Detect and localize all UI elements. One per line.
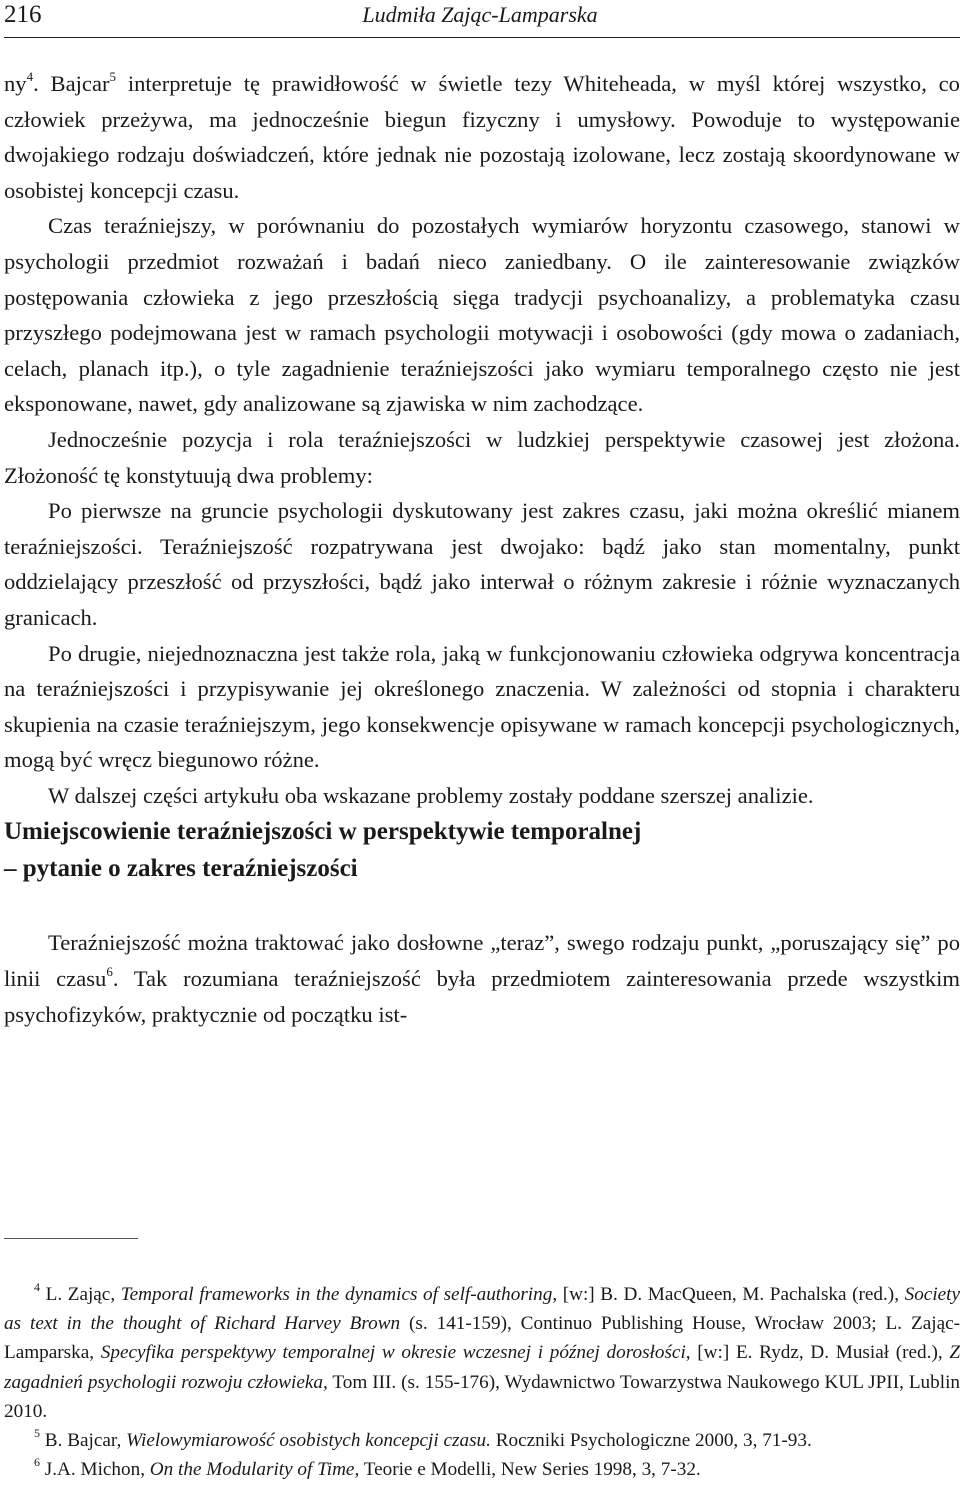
footnote-rule [4, 1238, 138, 1239]
section-heading-line1: Umiejscowienie teraźniejszości w perspektywie temporalnej [4, 818, 642, 846]
paragraph: Czas teraźniejszy, w porównaniu do pozostałych wymiarów horyzontu czasowego, stanowi w psychologii przedmiot rozważań i badań nieco zaniedbany. O ile zainteresowanie związków postępowania człowieka z jego przeszłością sięga tradycji psychoanalizy, a problematyka czasu przyszłego podejmowana jest w ramach psychologii motywacji i osobowości (gdy mowa o zadaniach, celach, planach itp.), o tyle zagadnienie teraźniejszości jako wymiaru temporalnego często nie jest eksponowane, nawet, gdy analizowane są zjawiska w nim zachodzące. [4, 213, 960, 417]
paragraph: Teraźniejszość można traktować jako dosłowne „teraz”, swego rodzaju punkt, „poruszający się” po linii czasu$^6$. Tak rozumiana teraźniejszość była przedmiotem zainteresowania przede wszystkim psychofizyków, praktycznie od początku ist- [4, 930, 960, 1027]
footnote-ref[interactable]: 6 [106, 964, 113, 980]
footnote-ref[interactable]: 5 [109, 69, 117, 84]
section-heading-line2: – pytanie o zakres teraźniejszości [4, 855, 358, 883]
paragraph: Po drugie, niejednoznaczna jest także rola, jaką w funkcjonowaniu człowieka odgrywa koncentracja na teraźniejszości i przypisywanie jej określonego znaczenia. W zależności od stopnia i charakteru skupienia na czasie teraźniejszym, jego konsekwencje opisywane w ramach koncepcji psychologicznych, mogą być wręcz biegunowo różne. [4, 640, 960, 773]
footnote-4: $^4$ L. Zając, Temporal frameworks in the dynamics of self-authoring, [w:] B. D. MacQueen, M. Pachalska (red.), Society as text in the thought of Richard Harvey Brown (s. 141-159), Continuo Publishing House, Wrocław 2003; L. Zając-Lamparska, Specyfika perspektywy temporalnej w okresie wczesnej i późnej dorosłości, [w:] E. Rydz, D. Musiał (red.), Z zagadnień psychologii rozwoju człowieka, Tom III. (s. 155-176), Wydawnictwo Towarzystwa Naukowego KUL JPII, Lublin 2010. [4, 1280, 960, 1422]
main-text [4, 66, 960, 1032]
footnotes [4, 1280, 960, 1484]
footnote-ref[interactable]: 4 [26, 69, 34, 84]
paragraph: W dalszej części artykułu oba wskazane problemy zostały poddane szerszej analizie. [48, 782, 814, 808]
section-heading [4, 813, 960, 887]
footnote-6: $^6$ J.A. Michon, On the Modularity of Time, Teorie e Modelli, New Series 1998, 3, 7-32. [34, 1455, 701, 1481]
paragraph: Po pierwsze na gruncie psychologii dyskutowany jest zakres czasu, jaki można określić mianem teraźniejszości. Teraźniejszość rozpatrywana jest dwojako: bądź jako stan momentalny, punkt oddzielający przeszłość od przyszłości, bądź jako interwał o różnym zakresie i różnie wyznaczanych granicach. [4, 498, 960, 630]
page-number: 216 [4, 1, 42, 28]
header-rule [4, 37, 960, 38]
paragraph: Jednocześnie pozycja i rola teraźniejszości w ludzkiej perspektywie czasowej jest złożona. Złożoność tę konstytuują dwa problemy: [4, 426, 960, 488]
paragraph: $ny^4$. Bajcar$^5$ interpretuje tę prawidłowość w świetle tezy Whiteheada, w myśl której wszystko, co człowiek przeżywa, ma jednocześnie biegun fizyczny i umysłowy. Powoduje to występowanie dwojakiego rodzaju doświadczeń, które jednak nie pozostają izolowane, lecz zostają skoordynowane w osobistej koncepcji czasu. [4, 69, 960, 203]
running-head: Ludmiła Zając-Lamparska [362, 2, 598, 27]
footnote-5: $^5$ B. Bajcar, Wielowymiarowość osobistych koncepcji czasu. Roczniki Psychologiczne 2000, 3, 71-93. [34, 1426, 812, 1452]
page-header [0, 0, 960, 36]
